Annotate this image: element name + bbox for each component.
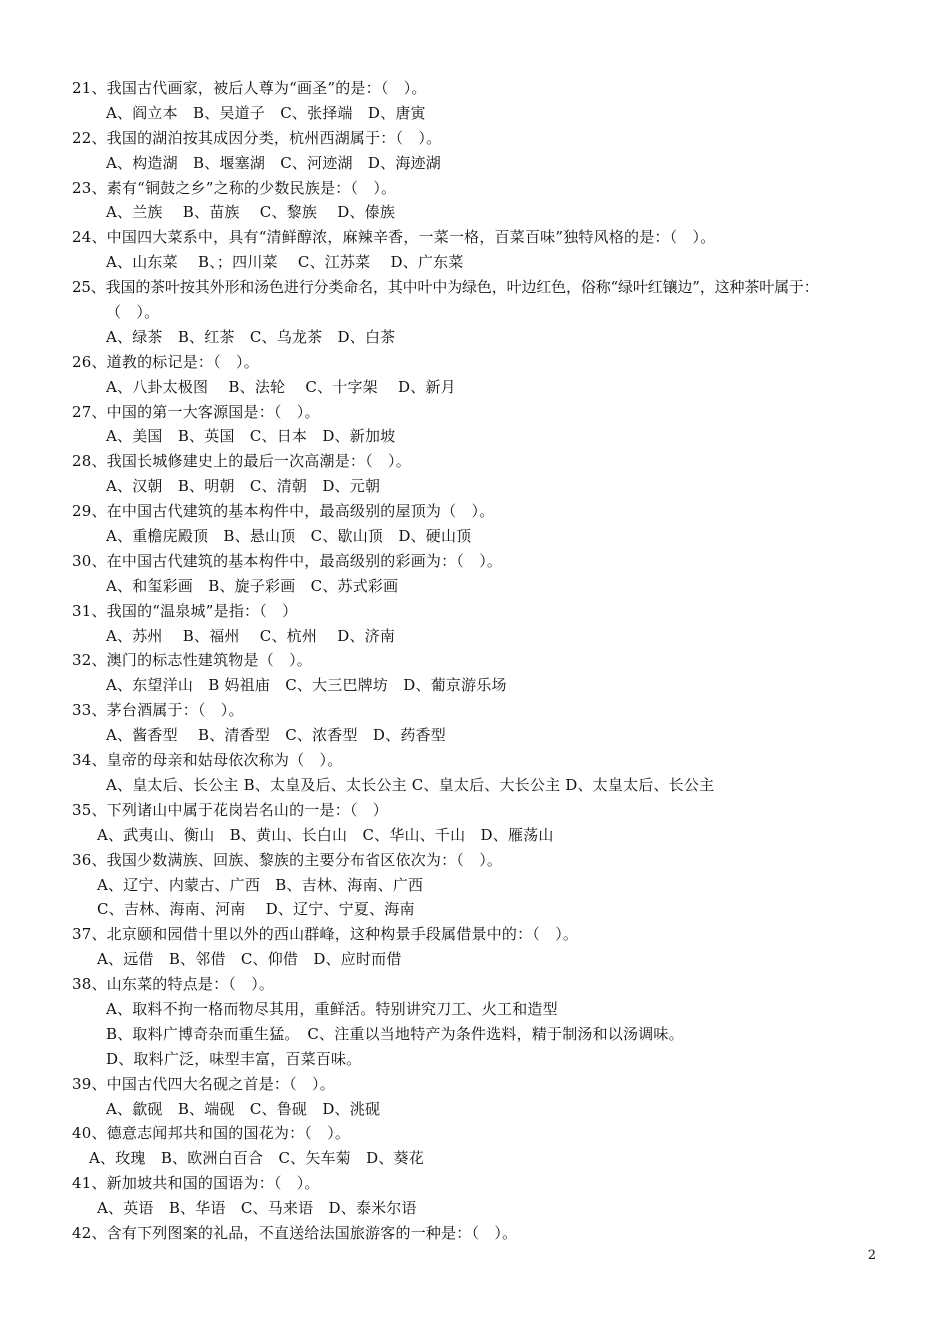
answer-options: B、取料广博奇杂而重生猛。 C、注重以当地特产为条件选料，精于制汤和以汤调味。	[106, 1024, 684, 1043]
answer-options: A、重檐庑殿顶 B、悬山顶 C、歇山顶 D、硬山顶	[106, 527, 472, 546]
answer-options: A、八卦太极图 B、法轮 C、十字架 D、新月	[106, 377, 456, 396]
answer-options: A、歙砚 B、端砚 C、鲁砚 D、洮砚	[106, 1099, 381, 1118]
question-text: 32、澳门的标志性建筑物是（ ）。	[72, 651, 312, 670]
answer-options: A、武夷山、衡山 B、黄山、长白山 C、华山、千山 D、雁荡山	[97, 825, 554, 844]
answer-options: A、取料不拘一格而物尽其用，重鲜活。特别讲究刀工、火工和造型	[106, 999, 558, 1018]
answer-options: A、玫瑰 B、欧洲白百合 C、矢车菊 D、葵花	[89, 1149, 424, 1168]
answer-options: A、皇太后、长公主 B、太皇及后、太长公主 C、皇太后、大长公主 D、太皇太后、长公主	[106, 775, 715, 794]
answer-options: A、汉朝 B、明朝 C、清朝 D、元朝	[106, 477, 381, 496]
question-text: 35、下列诸山中属于花岗岩名山的一是：（ ）	[72, 800, 388, 819]
answer-options: A、远借 B、邻借 C、仰借 D、应时而借	[97, 950, 402, 969]
question-text: 33、茅台酒属于：（ ）。	[72, 701, 244, 720]
answer-options: A、英语 B、华语 C、马来语 D、泰米尔语	[97, 1199, 417, 1218]
question-text: 27、中国的第一大客源国是：（ ）。	[72, 402, 320, 421]
question-text: 21、我国古代画家，被后人尊为“画圣”的是：（ ）。	[72, 79, 427, 97]
answer-options: D、取料广泛，味型丰富，百菜百味。	[106, 1049, 362, 1068]
question-text: 25、我国的茶叶按其外形和汤色进行分类命名，其中叶中为绿色，叶边红色，俗称“绿叶红镶边”，这种茶叶属于：	[72, 278, 819, 297]
page-number: 2	[867, 1248, 876, 1263]
answer-options: A、和玺彩画 B、旋子彩画 C、苏式彩画	[106, 576, 399, 595]
answer-options: A、美国 B、英国 C、日本 D、新加坡	[106, 427, 396, 446]
question-text: 38、山东菜的特点是：（ ）。	[72, 975, 275, 994]
answer-options: A、辽宁、内蒙古、广西 B、吉林、海南、广西	[97, 875, 424, 894]
answer-options: A、绿茶 B、红茶 C、乌龙茶 D、白茶	[106, 327, 396, 346]
answer-options: A、阎立本 B、吴道子 C、张择端 D、唐寅	[106, 103, 426, 122]
question-text: 28、我国长城修建史上的最后一次高潮是：（ ）。	[72, 452, 411, 471]
question-text: 42、含有下列图案的礼品，不直送给法国旅游客的一种是：（ ）。	[72, 1223, 518, 1242]
question-text: 24、中国四大菜系中，具有“清鲜醇浓，麻辣辛香，一菜一格，百菜百味”独特风格的是：（ ）。	[72, 228, 716, 247]
question-text: 39、中国古代四大名砚之首是：（ ）。	[72, 1074, 335, 1093]
answer-options: A、山东菜 B、；四川菜 C、江苏菜 D、广东菜	[106, 253, 464, 272]
answer-options: （ ）。	[106, 303, 160, 322]
question-text: 29、在中国古代建筑的基本构件中，最高级别的屋顶为（ ）。	[72, 502, 495, 521]
question-text: 36、我国少数满族、回族、黎族的主要分布省区依次为：（ ）。	[72, 850, 503, 869]
question-text: 22、我国的湖泊按其成因分类，杭州西湖属于：（ ）。	[72, 128, 442, 147]
answer-options: A、酱香型 B、清香型 C、浓香型 D、药香型	[106, 726, 446, 745]
question-text: 40、德意志闻邦共和国的国花为：（ ）。	[72, 1124, 351, 1143]
answer-options: A、兰族 B、苗族 C、黎族 D、傣族	[106, 203, 396, 222]
question-text: 26、道教的标记是：（ ）。	[72, 352, 259, 371]
question-text: 23、素有“铜鼓之乡”之称的少数民族是：（ ）。	[72, 178, 397, 197]
question-text: 41、新加坡共和国的国语为：（ ）。	[72, 1174, 320, 1193]
answer-options: C、吉林、海南、河南 D、辽宁、宁夏、海南	[97, 900, 415, 919]
answer-options: A、构造湖 B、堰塞湖 C、河迹湖 D、海迹湖	[106, 153, 441, 172]
answer-options: A、苏州 B、福州 C、杭州 D、济南	[106, 626, 396, 645]
question-text: 37、北京颐和园借十里以外的西山群峰，这种构景手段属借景中的：（ ）。	[72, 925, 579, 944]
question-text: 34、皇帝的母亲和姑母依次称为（ ）。	[72, 751, 343, 770]
question-text: 31、我国的“温泉城”是指：（ ）	[72, 601, 298, 620]
answer-options: A、东望洋山 B 妈祖庙 C、大三巴牌坊 D、葡京游乐场	[106, 676, 507, 695]
question-text: 30、在中国古代建筑的基本构件中，最高级别的彩画为：（ ）。	[72, 551, 503, 570]
question-list	[72, 76, 902, 1246]
